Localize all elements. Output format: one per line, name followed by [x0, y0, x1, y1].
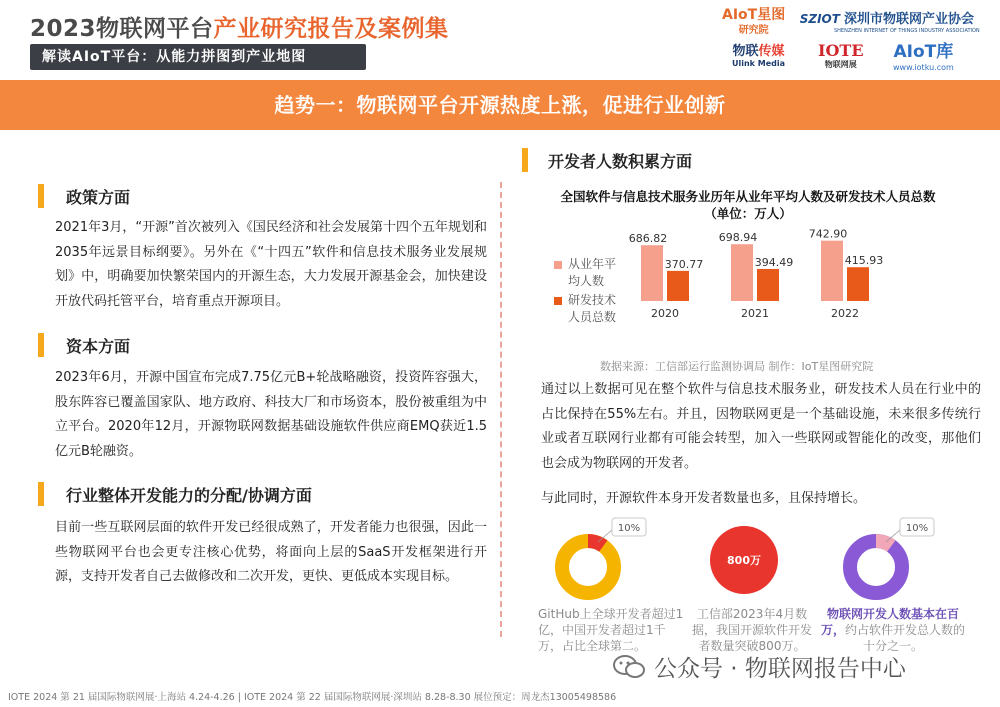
report-title — [30, 10, 449, 43]
x-tick-label: 2020 — [651, 307, 679, 320]
donut-label: 10% — [905, 523, 929, 534]
iot-caption-rest: 约占软件开发总人数的十分之一。 — [845, 623, 966, 653]
iote-logo — [818, 41, 864, 72]
section-marker — [38, 333, 44, 357]
ulink-logo-b: 传媒 — [758, 44, 785, 59]
aiot-research-logo — [722, 8, 785, 38]
aiotku-logo — [893, 44, 954, 76]
ulink-logo-a: 物联 — [732, 44, 759, 59]
chart-title-line1: 全国软件与信息技术服务业历年从业年平均人数及研发技术人员总数 — [560, 189, 936, 204]
circle-label: 800万 — [727, 554, 761, 567]
chart-source: 数据来源：工信部运行监测协调局 制作：IoT星图研究院 — [600, 360, 874, 373]
iot-caption — [820, 606, 966, 654]
policy-paragraph: 2021年3月，“开源”首次被列入《国民经济和社会发展第十四个五年规划和2035年远景目标纲要》。另外在《“十四五”软件和信息技术服务业发展规划》中，明确要加快繁荣国内的开源生态，大力发展开源基金会，加快建设开放代码托管平台，培育重点开源项目。 — [55, 220, 487, 309]
capital-paragraph: 2023年6月，开源中国宣布完成7.75亿元B+轮战略融资，投资阵容强大，股东阵容已覆盖国家队、地方政府、科技大厂和市场资本，股份被重组为中立平台。2020年12月，开源物联网数据基础设施软件供应商EMQ获近1.5亿元B轮融资。 — [55, 370, 487, 459]
ulink-logo-sub: Ulink Media — [732, 59, 786, 68]
github-caption: GitHub上全球开发者超过1亿，中国开发者超过1千万，占比全球第二。 — [538, 607, 684, 653]
donut-accent — [876, 541, 891, 546]
policy-section-title: 政策方面 — [66, 187, 131, 207]
bar-2020-employees — [641, 245, 663, 301]
report-subtitle: 解读AIoT平台：从能力拼图到产业地图 — [30, 44, 366, 70]
iot-caption-bold-2: 百万， — [820, 607, 960, 637]
report-title-part2: 产业研究报告及案例集 — [213, 16, 449, 42]
growth-paragraph: 与此同时，开源软件本身开发者数量也多，且保持增长。 — [541, 491, 867, 506]
analysis-paragraph: 通过以上数据可见在整个软件与信息技术服务业，研发技术人员在行业中的占比保持在55%左右。并且，因物联网更是一个基础设施，未来很多传统行业或者互联网行业都有可能会转型，加入一些联网或智能化的改变，那他们也会成为物联网的开发者。 — [541, 382, 981, 471]
industry-section-heading — [38, 482, 312, 506]
x-tick-label: 2022 — [831, 307, 859, 320]
page-footer: IOTE 2024 第 21 届国际物联网展·上海站 4.24-4.26 | IOTE 2024 第 22 届国际物联网展·深圳站 8.28-8.30 展位预定：周龙杰13005498586 — [8, 692, 617, 703]
section-marker — [38, 482, 44, 506]
trend-banner: 趋势一：物联网平台开源热度上涨，促进行业创新 — [0, 80, 1000, 130]
donut-label: 10% — [617, 523, 641, 534]
chart-title — [528, 188, 968, 222]
bar-2021-rd-staff — [757, 269, 779, 301]
bar-2021-employees — [731, 244, 753, 301]
sziot-logo-short: SZIOT — [799, 12, 840, 26]
donut-ring — [562, 541, 614, 593]
bar-value-label: 698.94 — [718, 231, 758, 245]
bar-2020-rd-staff — [667, 271, 689, 301]
aiot-logo-sub: 研究院 — [738, 25, 769, 36]
capital-section-title: 资本方面 — [66, 336, 131, 356]
aiot-logo-name: AIoT星图 — [722, 7, 786, 23]
chart-title-line2: （单位：万人） — [704, 206, 792, 221]
iote-logo-sub: 物联网展 — [824, 60, 857, 69]
x-tick-label: 2021 — [741, 307, 769, 320]
china-developers-circle — [704, 520, 784, 600]
bar-value-label: 370.77 — [664, 257, 704, 271]
ulink-media-logo — [732, 46, 785, 70]
sziot-logo-name: 深圳市物联网产业协会 — [843, 12, 974, 27]
section-marker — [522, 148, 528, 172]
bar-value-label: 742.90 — [808, 227, 848, 241]
bar-value-label: 394.49 — [754, 255, 794, 269]
section-marker — [38, 184, 44, 208]
donut-ring — [850, 541, 902, 593]
bar-value-label: 686.82 — [628, 232, 668, 246]
aiotku-logo-sub: www.iotku.com — [893, 63, 954, 72]
industry-paragraph: 目前一些互联网层面的软件开发已经很成熟了，开发者能力也很强，因此一些物联网平台也会更专注核心优势，将面向上层的SaaS开发框架进行开源，支持开发者自己去做修改和二次开发，更快、更低成本实现目标。 — [55, 520, 487, 584]
donut-accent — [588, 541, 603, 546]
watermark-text: 公众号 · 物联网报告中心 — [654, 656, 906, 682]
iot-caption-bold-1: 物联网开发人数基本在 — [826, 607, 947, 621]
wechat-watermark — [612, 650, 906, 683]
report-title-part1: 2023物联网平台 — [30, 16, 214, 42]
developer-section-title: 开发者人数积累方面 — [548, 151, 693, 171]
bar-chart — [530, 226, 930, 356]
legend-label: 研发技术人员总数 — [568, 293, 617, 324]
sziot-logo-en: SHENZHEN INTERNET OF THINGS INDUSTRY ASSOCIATION — [834, 28, 980, 34]
developer-section-heading — [522, 148, 692, 172]
capital-section-heading — [38, 333, 130, 357]
iote-logo-name: IOTE — [818, 41, 864, 60]
column-divider — [500, 182, 502, 637]
policy-section-heading — [38, 184, 130, 208]
iot-donut — [838, 512, 938, 604]
industry-section-title: 行业整体开发能力的分配/协调方面 — [66, 485, 312, 505]
bar-value-label: 415.93 — [844, 254, 884, 268]
aiotku-logo-name: AIoT库 — [893, 42, 954, 62]
china-developers-caption: 工信部2023年4月数据，我国开源软件开发者数量突破800万。 — [691, 607, 812, 653]
wechat-icon — [612, 654, 646, 680]
bar-2022-rd-staff — [847, 267, 869, 301]
legend-label: 从业年平均人数 — [568, 257, 617, 288]
bar-2022-employees — [821, 241, 843, 301]
github-donut — [550, 512, 650, 604]
sziot-logo — [794, 8, 980, 34]
